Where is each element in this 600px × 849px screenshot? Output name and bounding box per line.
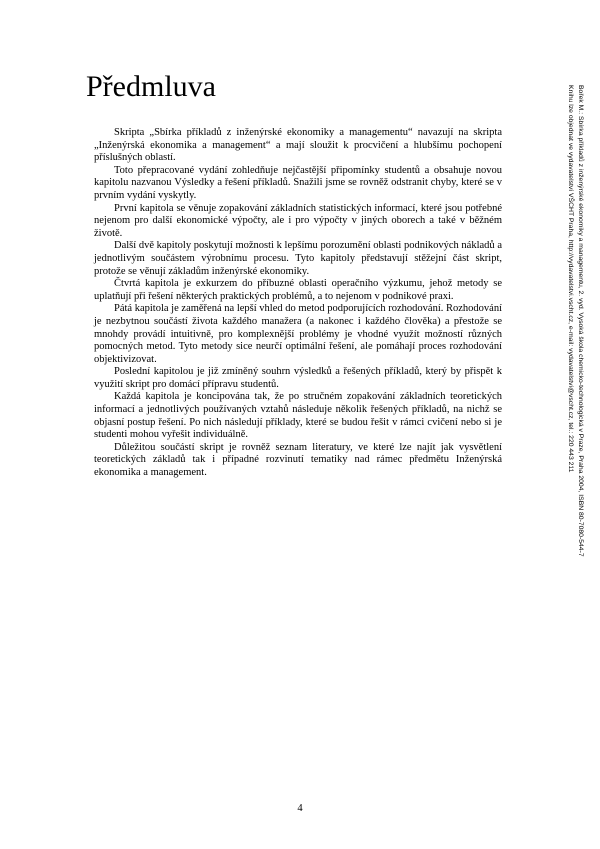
paragraph-9: Důležitou součástí skript je rovněž seznam literatury, ve které lze najít jak vysvětlení teoretických základů tak i případné rozvinutí tematiky nad rámec předmětu Inženýrská ekonomika a management. bbox=[94, 441, 502, 479]
paragraph-7: Poslední kapitolou je již zmíněný souhrn výsledků a řešených příkladů, který by přispět k využití skript pro domácí přípravu studentů. bbox=[94, 366, 502, 390]
preface-body bbox=[94, 127, 502, 480]
page-number: 4 bbox=[297, 803, 303, 814]
paragraph-2: Toto přepracované vydání zohledňuje nejčastější připomínky studentů a obsahuje novou kapitolu nazvanou Výsledky a řešení příkladů. Snažili jsme se rovněž odstranit chyby, které se v prvním vydání vyskytly. bbox=[94, 164, 502, 201]
order-info-line: Knihu lze objednat ve vydavatelství VŠCHT Praha, http://vydavatelstvi.vscht.cz, e-mail: vydavatelstvi@vscht.cz, tel.: 220 443 211 bbox=[567, 85, 574, 473]
page-title: Předmluva bbox=[86, 70, 216, 103]
paragraph-4: Další dvě kapitoly poskytují možnosti k lepšímu porozumění oblasti podnikových nákladů a jednotlivým součástem výrobnímu procesu. Tyto kapitoly představují stěžejní část skript, protože se věnují základům inženýrské ekonomiky. bbox=[94, 240, 502, 277]
citation-line: Bořek M.: Sbírka příkladů z inženýrské ekonomiky a managementu, 2. vyd. Vysoká škola chemicko-technologická v Praze, Praha 2004, ISBN 80-7080-544-7 bbox=[577, 85, 584, 557]
citation-side-note bbox=[561, 85, 585, 585]
paragraph-1: Skripta „Sbírka příkladů z inženýrské ekonomiky a managementu“ navazují na skripta „Inženýrská ekonomika a management“ a mají sloužit k procvičení a hlubšímu pochopení příslušných oblastí. bbox=[94, 127, 502, 164]
paragraph-8: Každá kapitola je koncipována tak, že po stručném zopakování základních teoretických informací a jednotlivých používaných vztahů následuje několik řešených příkladů, na nichž se objasní postup řešení. Po nich následují příklady, které se budou řešit v rámci cvičení nebo si je studenti mohou vyřešit individuálně. bbox=[94, 391, 502, 441]
paragraph-3: První kapitola se věnuje zopakování základních statistických informací, které jsou potřebné nejenom pro další ekonomické výpočty, ale i pro výpočty v jiných oborech a také v běžném životě. bbox=[94, 202, 502, 239]
paragraph-5: Čtvrtá kapitola je exkurzem do příbuzné oblasti operačního výzkumu, jehož metody se uplatňují při řešení některých praktických problémů, a to nejenom v podnikové praxi. bbox=[94, 278, 502, 302]
paragraph-6: Pátá kapitola je zaměřená na lepší vhled do metod podporujících rozhodování. Rozhodování je nezbytnou součástí života každého manažera (a nakonec i každého člověka) a přestože se mnohdy provádí intuitivně, pro komplexnější problémy je vhodné využít možností různých pomocných metod. Tyto metody sice neurčí optimální řešení, ale pomáhají proces rozhodování objektivizovat. bbox=[94, 303, 502, 365]
